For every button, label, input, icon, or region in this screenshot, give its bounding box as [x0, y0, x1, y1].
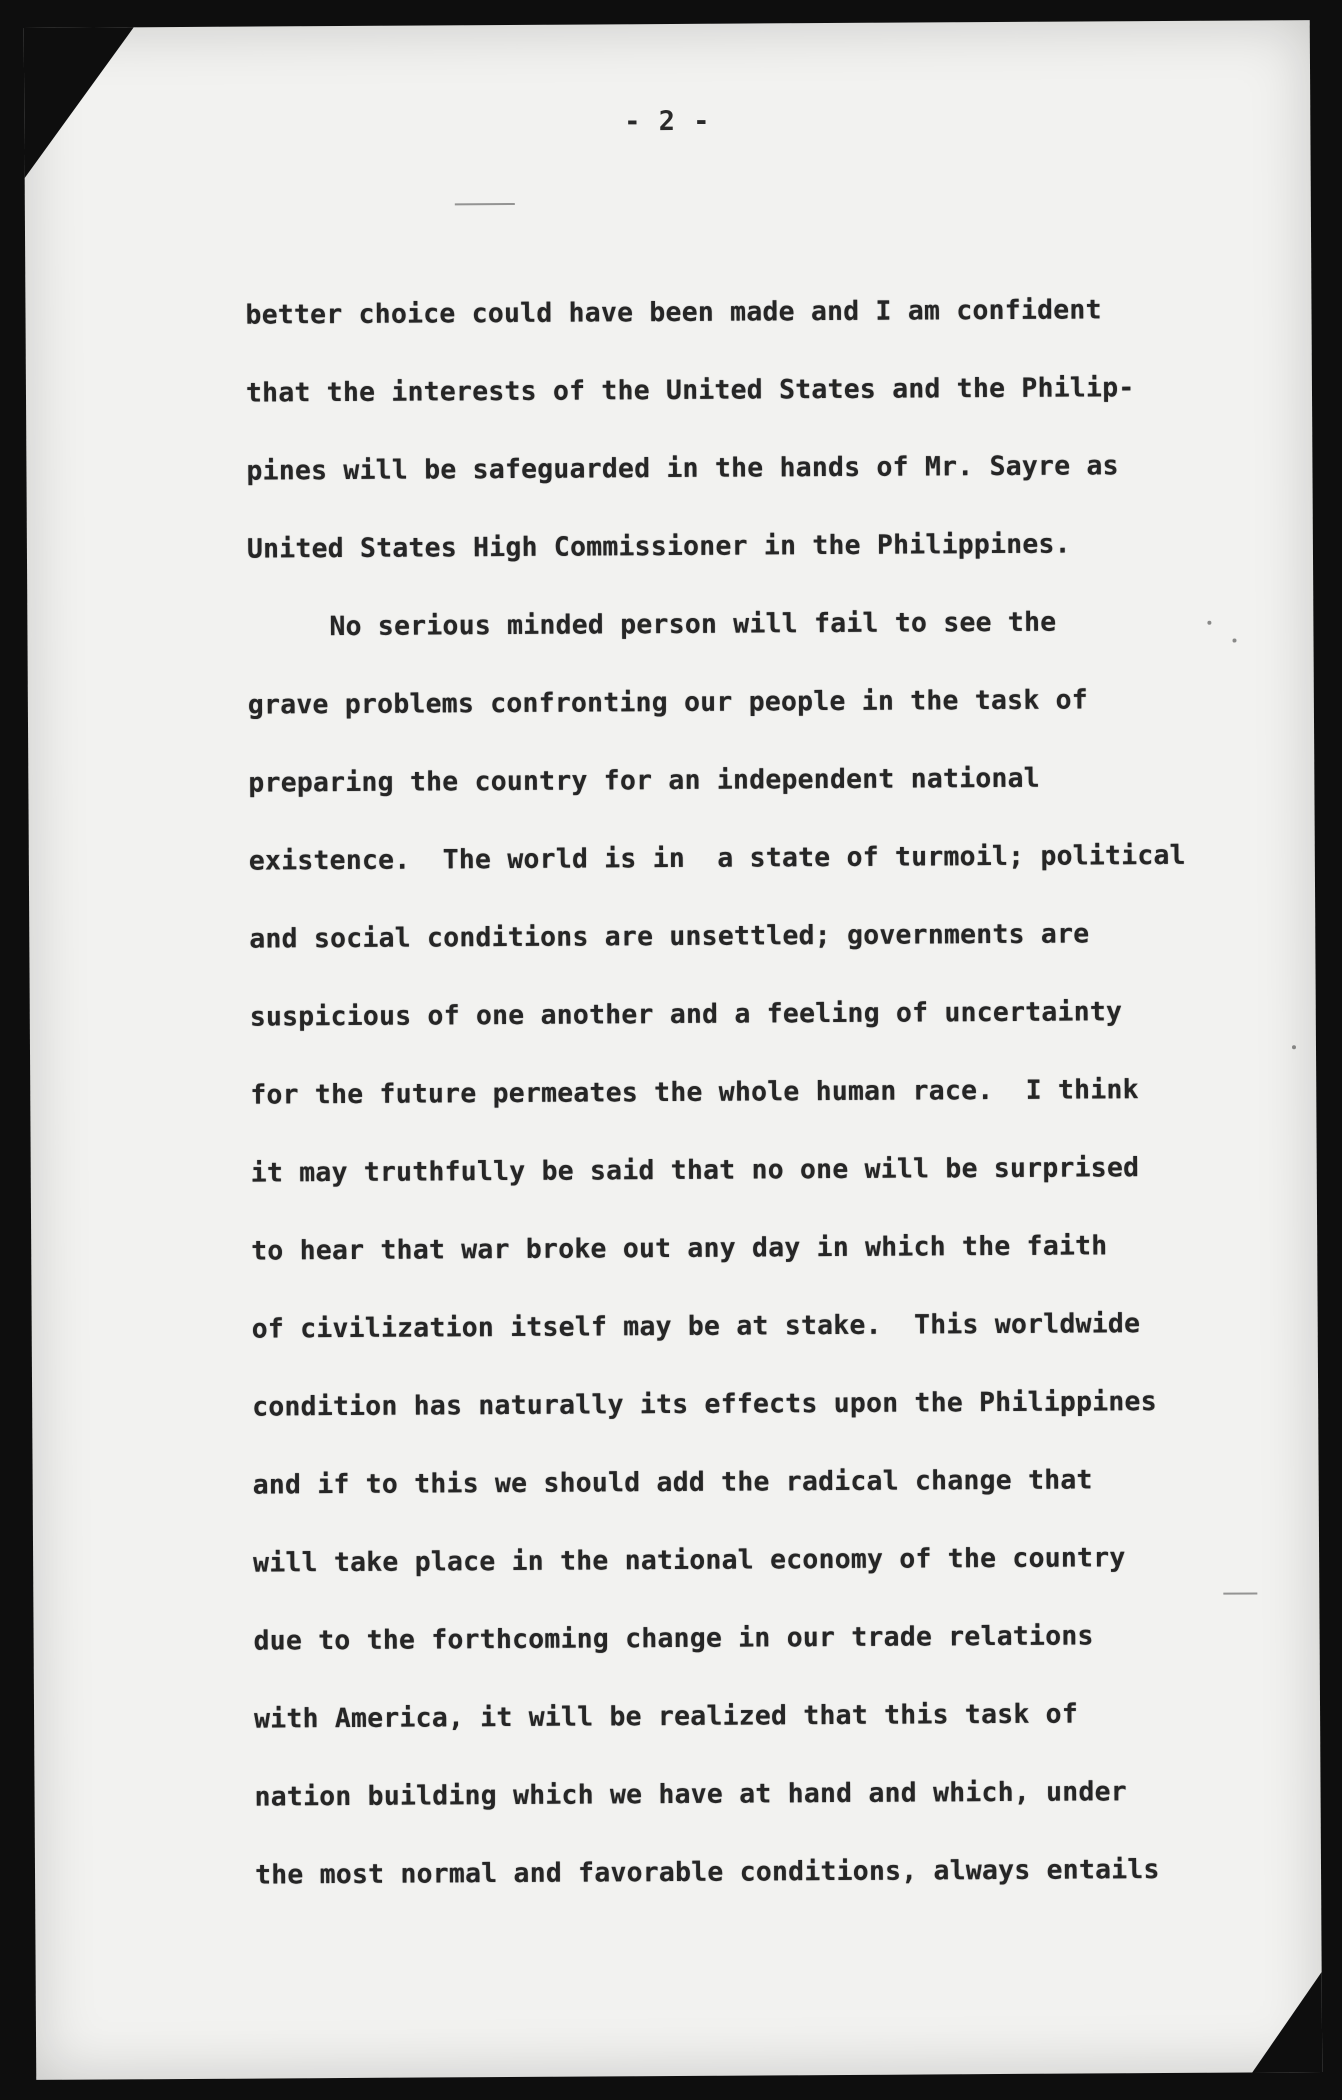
- text-line: pines will be safeguarded in the hands of Mr. Sayre as: [246, 450, 1119, 487]
- stray-mark: [1223, 1592, 1257, 1594]
- ink-speck: [1232, 639, 1236, 643]
- text-line: to hear that war broke out any day in which the faith: [251, 1230, 1108, 1267]
- text-line: nation building which we have at hand and which, under: [254, 1776, 1127, 1813]
- text-line: grave problems confronting our people in the task of: [247, 684, 1088, 721]
- text-line: with America, it will be realized that this task of: [253, 1698, 1079, 1735]
- text-line: it may truthfully be said that no one will be surprised: [250, 1152, 1140, 1189]
- page-number: - 2 -: [624, 105, 711, 138]
- text-line: suspicious of one another and a feeling of uncertainty: [249, 996, 1123, 1033]
- text-line: will take place in the national economy of the country: [253, 1542, 1126, 1579]
- body-text: [245, 271, 1215, 1915]
- folded-corner-top-left: [24, 27, 135, 178]
- text-line: for the future permeates the whole human race. I think: [250, 1074, 1139, 1111]
- text-line: due to the forthcoming change in our trade relations: [253, 1620, 1094, 1657]
- folded-corner-bottom-right: [1252, 1972, 1323, 2072]
- paragraph-start-line: No serious minded person will fail to see the: [329, 606, 1057, 643]
- ink-speck: [1292, 1045, 1296, 1049]
- text-line: preparing the country for an independent national: [248, 762, 1041, 799]
- text-line: condition has naturally its effects upon the Philippines: [252, 1386, 1157, 1423]
- typewritten-page: [24, 20, 1323, 2080]
- text-line: the most normal and favorable conditions, always entails: [254, 1854, 1160, 1891]
- text-line: existence. The world is in a state of turmoil; political: [248, 839, 1186, 877]
- stray-mark: [455, 203, 515, 205]
- text-line: that the interests of the United States and the Philip-: [245, 372, 1135, 409]
- text-line: better choice could have been made and I am confident: [245, 294, 1102, 331]
- text-line: of civilization itself may be at stake. This worldwide: [251, 1308, 1141, 1345]
- ink-speck: [1207, 621, 1211, 625]
- text-line: and if to this we should add the radical change that: [252, 1464, 1093, 1501]
- text-line: United States High Commissioner in the Philippines.: [246, 528, 1071, 565]
- text-line: and social conditions are unsettled; governments are: [249, 918, 1090, 955]
